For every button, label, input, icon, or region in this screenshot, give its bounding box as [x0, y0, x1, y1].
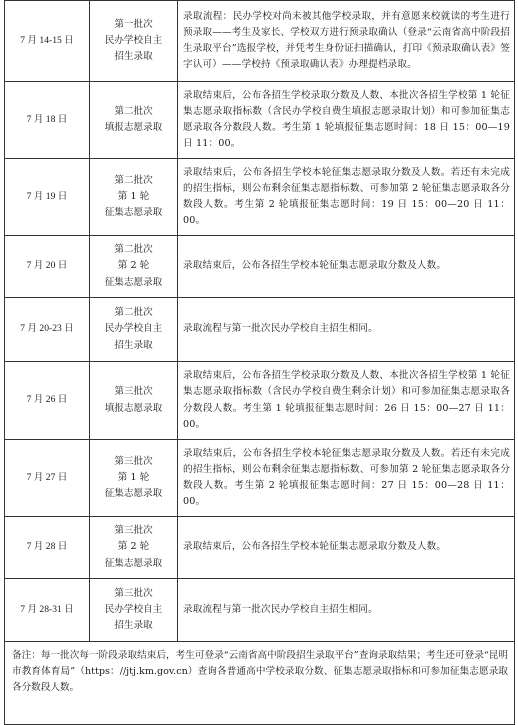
date-cell: 7 月 28 日: [5, 517, 90, 579]
admission-type-cell: [90, 440, 178, 517]
admission-type-line: 第一批次: [114, 18, 153, 30]
table-row: [5, 579, 515, 642]
table-row: [5, 362, 515, 440]
admission-type-line: 第 2 轮: [117, 541, 150, 553]
admission-type-line: 第二批次: [114, 174, 153, 186]
date-cell: 7 月 19 日: [5, 159, 90, 236]
date-cell: 7 月 28-31 日: [5, 579, 90, 642]
table-row: [5, 298, 515, 362]
admission-type-line: 征集志愿录取: [104, 276, 163, 288]
admission-type-line: 招生录取: [114, 51, 153, 63]
admission-type-line: 招生录取: [114, 339, 153, 351]
admission-type-line: 填报志愿录取: [104, 402, 163, 414]
admission-type-line: 征集志愿录取: [104, 488, 163, 500]
admission-type-line: 第 1 轮: [117, 190, 150, 202]
admission-type-cell: [90, 298, 178, 362]
admission-type-line: 第三批次: [114, 525, 153, 537]
description-cell: 录取结束后，公布各招生学校录取分数及人数、本批次各招生学校第 1 轮征集志愿录取指标数（含民办学校自费生填报志愿录取计划）和可参加征集志愿录取各分数段人数。考生第 1 轮填报征集志愿时间：18 日 15：00—19 日 11：00。: [178, 82, 515, 159]
admission-type-line: 填报志愿录取: [104, 122, 163, 133]
admission-type-cell: [90, 579, 178, 642]
date-cell: 7 月 27 日: [5, 440, 90, 517]
table-row: [5, 1, 515, 82]
description-cell: 录取流程：民办学校对尚未被其他学校录取，并有意愿来校就读的考生进行预录取——考生及家长、学校双方进行预录取确认（登录“云南省高中阶段招生录取平台”选报学校，并凭考生身份证扫描确认，打印《预录取确认表》签字认可）——学校持《预录取确认表》办理提档录取。: [178, 1, 515, 82]
table-row: [5, 642, 515, 725]
date-cell: 7 月 20 日: [5, 236, 90, 298]
admission-type-cell: [90, 517, 178, 579]
admission-type-cell: [90, 362, 178, 440]
admission-type-line: 第 2 轮: [117, 260, 150, 272]
description-cell: 录取流程与第一批次民办学校自主招生相同。: [178, 579, 515, 642]
table-row: [5, 82, 515, 159]
description-cell: 录取结束后，公布各招生学校本轮征集志愿录取分数及人数。若还有未完成的招生指标，则公布剩余征集志愿指标数、可参加第 2 轮征集志愿录取各分数段人数。考生第 2 轮填报征集志愿时间：19 日 15：00—20 日 11：00。: [178, 159, 515, 236]
table-row: [5, 440, 515, 517]
footnote-cell: 备注：每一批次每一阶段录取结束后，考生可登录“云南省高中阶段招生录取平台”查询录取结果；考生还可登录“昆明市教育体育局”（https：//jtj.km.gov.cn）查询各普通高中学校录取分数、征集志愿录取指标和可参加征集志愿录取各分数段人数。: [5, 642, 515, 725]
admission-type-line: 民办学校自主: [104, 323, 163, 335]
admission-type-line: 征集志愿录取: [104, 557, 163, 569]
description-cell: 录取结束后，公布各招生学校本轮征集志愿录取分数及人数。: [178, 517, 515, 579]
admission-type-line: 第二批次: [114, 307, 153, 319]
description-cell: 录取流程与第一批次民办学校自主招生相同。: [178, 298, 515, 362]
admission-type-cell: [90, 1, 178, 82]
admission-type-line: 第三批次: [114, 455, 153, 467]
description-cell: 录取结束后，公布各招生学校录取分数及人数、本批次各招生学校第 1 轮征集志愿录取指标数（含民办学校自费生剩余计划）和可参加征集志愿录取各分数段人数。考生第 1 轮填报征集志愿时间：26 日 15：00—27 日 11：00。: [178, 362, 515, 440]
admission-type-line: 招生录取: [114, 620, 153, 632]
admission-type-cell: [90, 82, 178, 159]
admission-type-line: 民办学校自主: [104, 34, 163, 46]
admission-type-line: 第二批次: [114, 105, 153, 117]
date-cell: 7 月 26 日: [5, 362, 90, 440]
table-row: [5, 159, 515, 236]
table-row: [5, 517, 515, 579]
admission-schedule-table: [4, 0, 515, 725]
date-cell: 7 月 18 日: [5, 82, 90, 159]
table-row: [5, 236, 515, 298]
date-cell: 7 月 14-15 日: [5, 1, 90, 82]
admission-type-cell: [90, 159, 178, 236]
description-cell: 录取结束后，公布各招生学校本轮征集志愿录取分数及人数。若还有未完成的招生指标，则公布剩余征集志愿指标数、可参加第 2 轮征集志愿录取各分数段人数。考生第 2 轮填报征集志愿时间：27 日 15：00—28 日 11：00。: [178, 440, 515, 517]
admission-type-line: 民办学校自主: [104, 603, 163, 615]
date-cell: 7 月 20-23 日: [5, 298, 90, 362]
admission-type-line: 第 1 轮: [117, 471, 150, 483]
admission-type-line: 第三批次: [114, 386, 153, 398]
admission-type-line: 第二批次: [114, 244, 153, 256]
description-cell: 录取结束后，公布各招生学校本轮征集志愿录取分数及人数。: [178, 236, 515, 298]
admission-type-line: 第三批次: [114, 587, 153, 599]
admission-type-cell: [90, 236, 178, 298]
admission-type-line: 征集志愿录取: [104, 207, 163, 219]
